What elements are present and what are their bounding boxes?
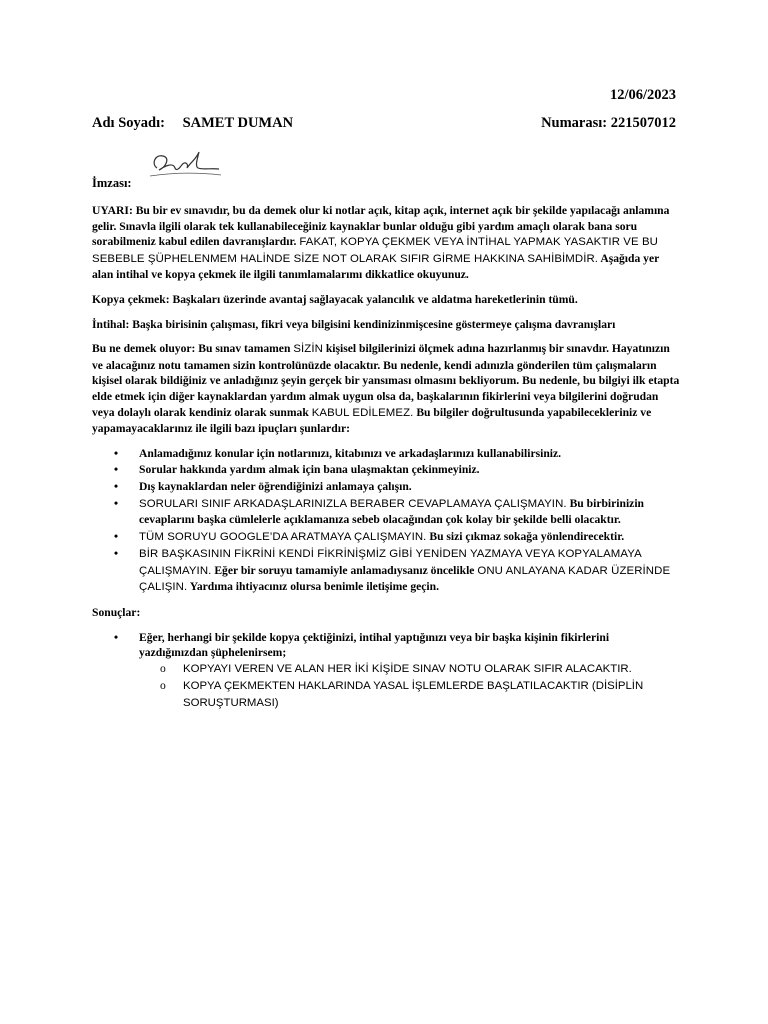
result-sub-text: KOPYAYI VEREN VE ALAN HER İKİ KİŞİDE SINAV NOTU OLARAK SIFIR ALACAKTIR.	[183, 662, 632, 675]
list-item	[92, 462, 680, 478]
list-item	[92, 546, 680, 596]
list-item	[92, 496, 680, 528]
result-text: Eğer, herhangi bir şekilde kopya çektiğinizi, intihal yaptığınızı veya bir başka kişinin fikirlerini yazdığınızdan şüphelenirsem;	[139, 630, 610, 660]
date: 12/06/2023	[609, 87, 676, 103]
list-item	[92, 529, 680, 546]
results-list	[92, 630, 680, 712]
tip-text: Eğer bir soruyu tamamiyle anlamadıysanız öncelikle	[214, 563, 475, 577]
list-item	[92, 661, 680, 678]
list-item	[92, 678, 680, 711]
results-sublist	[139, 661, 680, 712]
tip-text: Bu birbirinizin cevaplarını başka cümlelerle açıklamanıza sebeb olacağından çok kolay bir şekilde belli olacaktır.	[139, 496, 644, 527]
list-item	[92, 446, 680, 462]
explanation-text-2: kişisel bilgilerinizi ölçmek adına hazırlanmış bir sınavdır. Hayatınızın ve alacağınız notu tamamen sizin kontrolünüzde olacaktır. Bu nedenle, kendi adınızla gönderilen tüm çalışmaların kişisel olarak bildiğiniz ve anladığınız şeyin gerçek bir yansıması olmasını bekliyorum. Bu nedenle, bu bilgiyi ilk etapta elde etmek için diğer kaynaklardan yardım almak uygun olsa da, başkalarının fikirlerini veya bilgilerini doğrudan veya dolaylı olarak kendiniz olarak sunmak	[92, 342, 680, 419]
signature-label: İmzası:	[92, 176, 132, 190]
warning-caps: FAKAT, KOPYA ÇEKMEK VEYA İNTİHAL YAPMAK YASAKTIR VE BU SEBEBLE ŞÜPHELENMEM HALİNDE SİZE NOT OLARAK SIFIR GİRME HAKKINA SAHİBİMDİR.	[92, 236, 658, 265]
explanation-caps: SİZİN	[293, 343, 323, 356]
tip-text: Sorular hakkında yardım almak için bana ulaşmaktan çekinmeyiniz.	[139, 463, 480, 477]
explanation-paragraph	[92, 341, 680, 437]
tip-caps: SORULARI SINIF ARKADAŞLARINIZLA BERABER CEVAPLAMAYA ÇALIŞMAYIN.	[139, 497, 567, 510]
tip-caps-2: ONU ANLAYANA KADAR ÜZERİNDE ÇALIŞIN.	[139, 564, 671, 594]
list-item	[92, 479, 680, 495]
definition-kopya: Kopya çekmek: Başkaları üzerinde avantaj sağlayacak yalancılık ve aldatma hareketlerinin tümü.	[92, 292, 578, 306]
number-label: Numarası:	[541, 115, 608, 131]
tips-list	[92, 446, 680, 596]
warning-paragraph	[92, 203, 680, 283]
signature-image	[145, 138, 225, 186]
warning-text-2: Aşağıda yer alan intihal ve kopya çekmek ile ilgili tanımlamalarımı dikkatlice okuyunuz.	[92, 251, 660, 282]
tip-text: Anlamadığınız konular için notlarınızı, kitabınızı ve arkadaşlarınızı kullanabilirsiniz.	[139, 446, 562, 460]
student-info-row	[92, 115, 676, 132]
list-item	[92, 630, 680, 712]
name-value: SAMET DUMAN	[182, 115, 294, 131]
name-label: Adı Soyadı:	[92, 115, 165, 131]
number-value: 221507012	[610, 115, 676, 131]
tip-text-2: Yardıma ihtiyacınız olursa benimle iletişime geçin.	[189, 580, 439, 594]
result-sub-text: KOPYA ÇEKMEKTEN HAKLARINDA YASAL İŞLEMLERDE BAŞLATILACAKTIR (DİSİPLİN SORUŞTURMASI)	[183, 680, 644, 710]
definition-intihal: İntihal: Başka birisinin çalışması, fikri veya bilgisini kendinizinmişcesine göstermeye çalışma davranışları	[92, 317, 616, 331]
warning-text: UYARI: Bu bir ev sınavıdır, bu da demek olur ki notlar açık, kitap açık, internet açık bir şekilde yapılacağı anlamına gelir. Sınavla ilgili olarak tek kullanabileceğiniz kaynaklar bunlar olduğu gibi yardım amaçlı olarak bana soru sorabilmeniz kabul edilen davranışlardır.	[92, 204, 670, 249]
explanation-text-3: Bu bilgiler doğrultusunda yapabilecekleriniz ve yapamayacaklarınız ile ilgili bazı ipuçları şunlardır:	[92, 405, 652, 436]
tip-caps: TÜM SORUYU GOOGLE’DA ARATMAYA ÇALIŞMAYIN.	[139, 530, 427, 543]
tip-text: Bu sizi çıkmaz sokağa yönlendirecektir.	[429, 529, 625, 543]
student-number	[541, 115, 676, 132]
document-body	[92, 203, 680, 721]
explanation-text: Bu ne demek oluyor: Bu sınav tamamen	[92, 342, 291, 356]
tip-caps: BİR BAŞKASININ FİKRİNİ KENDİ FİKRİNİŞMİZ GİBİ YENİDEN YAZMAYA VEYA KOPYALAMAYA ÇALIŞMAYIN.	[139, 548, 642, 577]
results-heading: Sonuçlar:	[92, 606, 141, 620]
tip-text: Dış kaynaklardan neler öğrendiğinizi anlamaya çalışın.	[139, 479, 412, 493]
explanation-caps-2: KABUL EDİLEMEZ.	[311, 406, 414, 419]
